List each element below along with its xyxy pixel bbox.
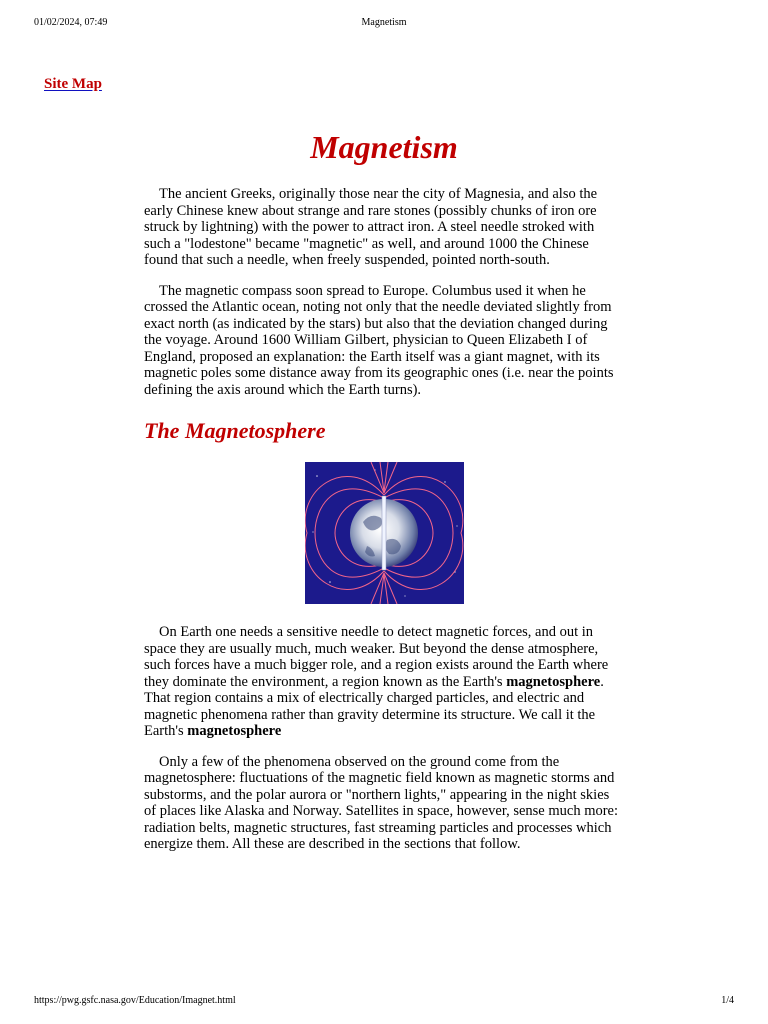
term-magnetosphere: magnetosphere	[506, 673, 601, 690]
print-footer	[34, 995, 734, 1009]
section-title-magnetosphere: The Magnetosphere	[144, 418, 326, 443]
print-url: https://pwg.gsfc.nasa.gov/Education/Imagnet.html	[34, 995, 236, 1006]
paragraph-history-greeks: The ancient Greeks, originally those near the city of Magnesia, and also the early Chinese knew about strange and rare stones (possibly chunks of iron ore struck by lightning) with the power to attract iron. A steel needle stroked with such a "lodestone" became "magnetic" as well, and around 1000 the Chinese found that such a needle, when freely suspended, pointed north-south.	[144, 186, 598, 268]
print-datetime: 01/02/2024, 07:49	[34, 17, 108, 28]
paragraph-magnetosphere-phenomena: Only a few of the phenomena observed on the ground come from the magnetosphere: fluctuations of the magnetic field known as magnetic storms and substorms, and the polar aurora or "northern lights," appearing in the night skies of places like Alaska and Norway. Satellites in space, however, sense much more: radiation belts, magnetic structures, fast streaming particles and processes which energize them. All these are described in the sections that follow.	[144, 753, 619, 852]
print-page-number: 1/4	[721, 995, 734, 1006]
paragraph-magnetosphere-text-1: On Earth one needs a sensitive needle to detect magnetic forces, and out in space they are usually much, much weaker. But beyond the dense atmosphere, such forces have a much bigger role, and a region exists around the Earth where they dominate the environment, a region known as the Earth's	[144, 624, 609, 690]
term-magnetosphere-2: magnetosphere	[187, 723, 282, 739]
earth-magnetic-field-figure	[305, 462, 464, 604]
print-page-title: Magnetism	[361, 17, 407, 28]
print-header	[34, 17, 734, 31]
site-map-link[interactable]: Site Map	[44, 76, 102, 92]
paragraph-history-compass: The magnetic compass soon spread to Europe. Columbus used it when he crossed the Atlantic ocean, noting not only that the needle deviated slightly from exact north (as indicated by the stars) but also that the deviation changed during the voyage. Around 1600 William Gilbert, physician to Queen Elizabeth I of England, proposed an explanation: the Earth itself was a giant magnet, with its magnetic poles some distance away from its geographic ones (i.e. near the points defining the axis around which the Earth turns).	[144, 282, 614, 398]
paragraph-magnetosphere-text-2: . That region contains a mix of electrically charged particles, and electric and magnetic phenomena rather than gravity determine its structure. We call it the Earth's	[144, 673, 604, 739]
page-title: Magnetism	[310, 129, 458, 165]
article	[144, 124, 624, 867]
paragraph-magnetosphere-intro	[144, 624, 624, 740]
